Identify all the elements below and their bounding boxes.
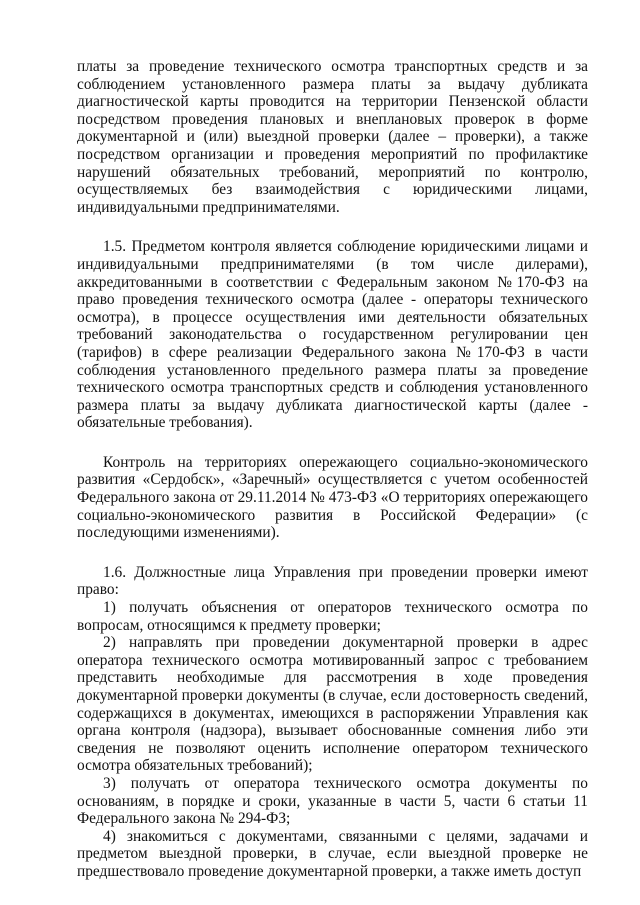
- paragraph-spacer: [77, 432, 588, 454]
- paragraph-spacer: [77, 542, 588, 564]
- paragraph-continuation: платы за проведение технического осмотра транспортных средств и за соблюдением установленного размера платы за выдачу дубликата диагностической карты проводится на территории Пензенской области посредством проведения плановых и внеплановых проверок в форме документарной и (или) выездной проверки (далее – проверки), а также посредством организации и проведения мероприятий по профилактике нарушений обязательных требований, мероприятий по контролю, осуществляемых без взаимодействия с юридическими лицами, индивидуальными предпринимателями.: [77, 58, 588, 216]
- list-item-4: 4) знакомиться с документами, связанными с целями, задачами и предметом выездной проверки, в случае, если выездной проверке не предшествовало проведение документарной проверки, а также иметь доступ: [77, 827, 588, 880]
- list-item-2: 2) направлять при проведении документарной проверки в адрес оператора технического осмотра мотивированный запрос с требованием представить необходимые для рассмотрения в ходе проведения документарной проверки документы (в случае, если достоверность сведений, содержащихся в документах, имеющихся в распоряжении Управления как органа контроля (надзора), вызывает обоснованные сомнения либо эти сведения не позволяют оценить исполнение оператором технического осмотра обязательных требований);: [77, 634, 588, 775]
- paragraph-1-6: 1.6. Должностные лица Управления при проведении проверки имеют право:: [77, 563, 588, 599]
- paragraph-1-5: 1.5. Предметом контроля является соблюдение юридическими лицами и индивидуальными предпринимателями (в том числе дилерами), аккредитованными в соответствии с Федеральным законом №170-ФЗ на право проведения технического осмотра (далее - операторы технического осмотра), в процессе осуществления ими деятельности обязательных требований законодательства о государственном регулировании цен (тарифов) в сфере реализации Федерального закона №170-ФЗ в части соблюдения установленного предельного размера платы за проведение технического осмотра транспортных средств и соблюдения установленного размера платы за выдачу дубликата диагностической карты (далее - обязательные требования).: [77, 238, 588, 432]
- list-item-3: 3) получать от оператора технического осмотра документы по основаниям, в порядке и сроки, указанные в части 5, части 6 статьи 11 Федерального закона № 294-ФЗ;: [77, 774, 588, 828]
- list-item-1: 1) получать объяснения от операторов технического осмотра по вопросам, относящимся к предмету проверки;: [77, 599, 588, 634]
- document-body: [77, 58, 588, 881]
- paragraph-spacer: [77, 216, 588, 238]
- paragraph-control-territories: Контроль на территориях опережающего социально-экономического развития «Сердобск», «Заречный» осуществляется с учетом особенностей Федерального закона от 29.11.2014 № 473-ФЗ «О территориях опережающего социально-экономического развития в Российской Федерации» (с последующими изменениями).: [77, 453, 588, 542]
